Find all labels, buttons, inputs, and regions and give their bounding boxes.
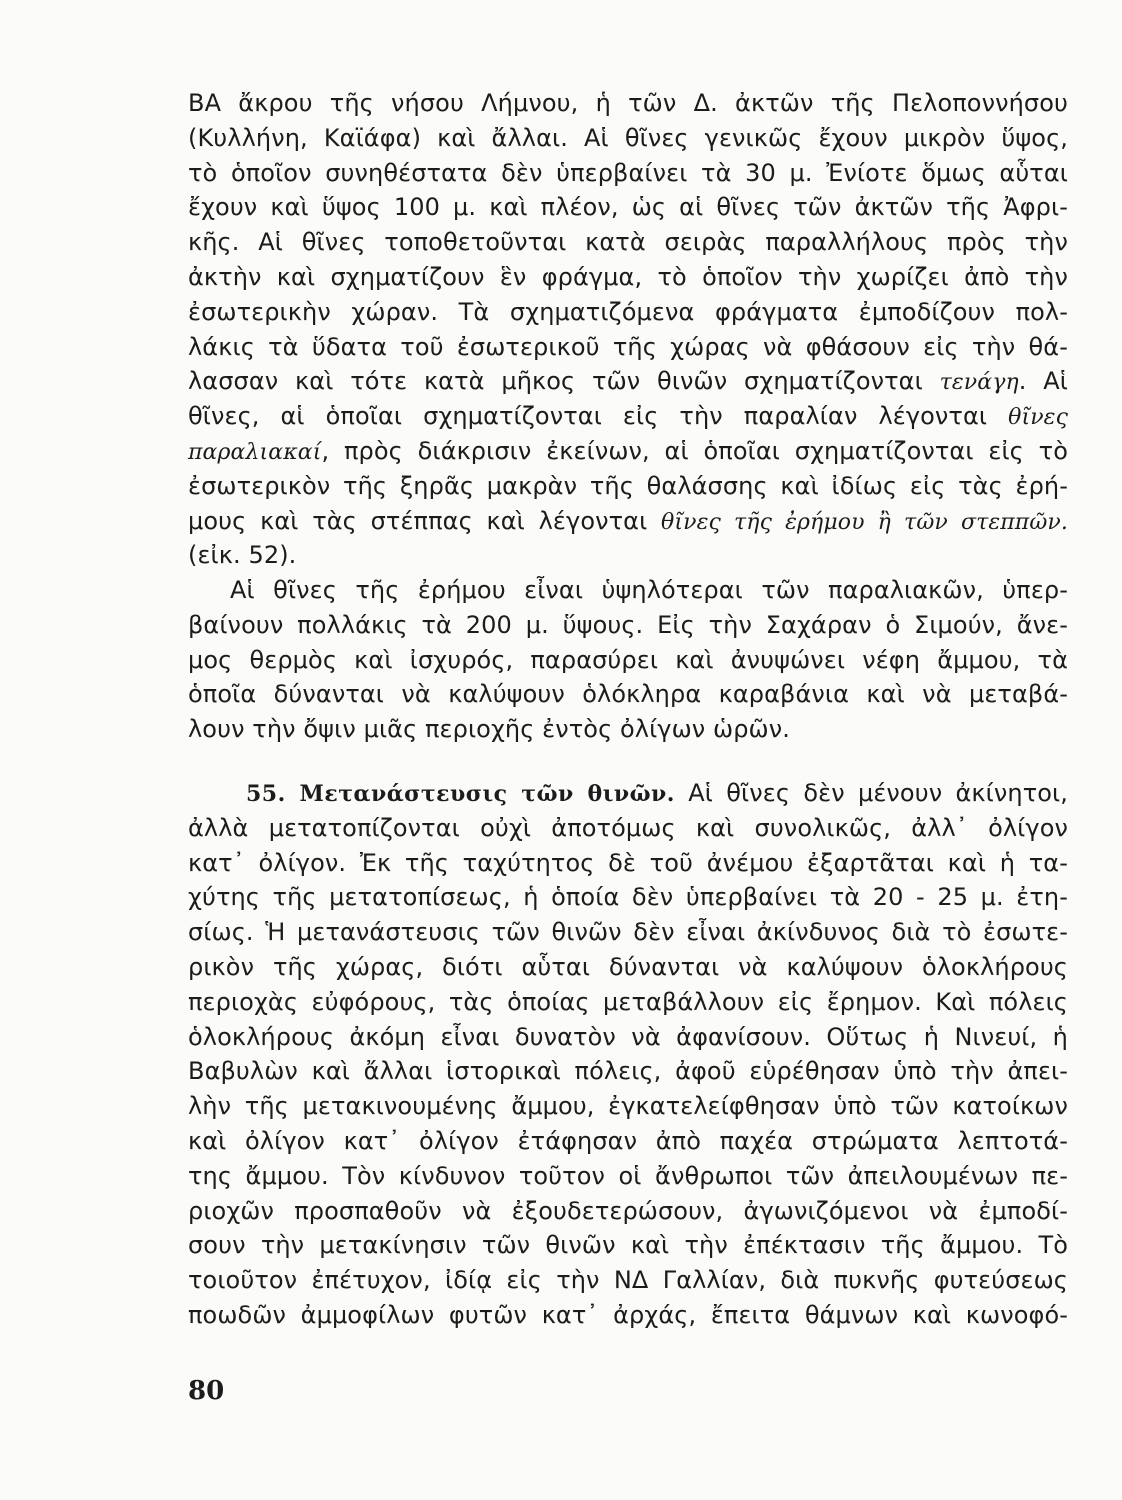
text-line: λάκις τὰ ὕδατα τοῦ ἐσωτερικοῦ τῆς χώρας νὰ φθάσουν εἰς τὴν θά- bbox=[188, 332, 1068, 361]
text-segment: , πρὸς διάκρισιν ἐκείνων, αἱ ὁποῖαι σχηματίζονται εἰς τὸ bbox=[321, 436, 1068, 465]
text-line: τοιοῦτον ἐπέτυχον, ἰδίᾳ εἰς τὴν ΝΔ Γαλλίαν, διὰ πυκνῆς φυτεύσεως bbox=[188, 1266, 1068, 1295]
text-line bbox=[188, 434, 1068, 469]
text-line: (εἰκ. 52). bbox=[188, 541, 297, 570]
text-segment: Αἱ θῖνες δὲν μένουν ἀκίνητοι, bbox=[674, 779, 1068, 807]
text-line: χύτης τῆς μετατοπίσεως, ἡ ὁποία δὲν ὑπερβαίνει τὰ 20 - 25 μ. ἐτη- bbox=[188, 883, 1068, 912]
text-line: βαίνουν πολλάκις τὰ 200 μ. ὕψους. Εἰς τὴν Σαχάραν ὁ Σιμούν, ἄνε- bbox=[188, 610, 1068, 639]
text-line: λὴν τῆς μετακινουμένης ἄμμου, ἐγκατελείφθησαν ὑπὸ τῶν κατοίκων bbox=[188, 1092, 1068, 1121]
text-line: τὸ ὁποῖον συνηθέστατα δὲν ὑπερβαίνει τὰ 30 μ. Ἐνίοτε ὅμως αὗται bbox=[188, 158, 1068, 187]
paragraph-dune-migration bbox=[188, 776, 1068, 1333]
italic-term: παραλιακαί bbox=[188, 439, 322, 465]
text-line: περιοχὰς εὐφόρους, τὰς ὁποίας μεταβάλλουν εἰς ἔρημον. Καὶ πόλεις bbox=[188, 987, 1068, 1016]
text-line: ἔχουν καὶ ὕψος 100 μ. καὶ πλέον, ὡς αἱ θῖνες τῶν ἀκτῶν τῆς Ἀφρι- bbox=[188, 193, 1068, 222]
italic-term: θῖνες bbox=[1008, 405, 1068, 431]
text-line: ἀκτὴν καὶ σχηματίζουν ἓν φράγμα, τὸ ὁποῖον τὴν χωρίζει ἀπὸ τὴν bbox=[188, 262, 1068, 291]
text-segment: λασσαν καὶ τότε κατὰ μῆκος τῶν θινῶν σχηματίζονται bbox=[188, 367, 940, 396]
text-line bbox=[188, 364, 1068, 399]
text-line: Αἱ θῖνες τῆς ἐρήμου εἶναι ὑψηλότεραι τῶν παραλιακῶν, ὑπερ- bbox=[230, 576, 1068, 604]
text-line: καὶ ὀλίγον κατ᾽ ὀλίγον ἐτάφησαν ἀπὸ παχέα στρώματα λεπτοτά- bbox=[188, 1126, 1068, 1155]
text-line bbox=[188, 776, 1068, 811]
text-segment: μους καὶ τὰς στέππας καὶ λέγονται bbox=[188, 506, 662, 535]
text-segment: . Αἱ bbox=[1018, 367, 1068, 396]
text-line: σουν τὴν μετακίνησιν τῶν θινῶν καὶ τὴν ἐπέκτασιν τῆς ἄμμου. Τὸ bbox=[188, 1231, 1068, 1260]
text-line: ἐσωτερικὴν χώραν. Τὰ σχηματιζόμενα φράγματα ἐμποδίζουν πολ- bbox=[188, 297, 1068, 326]
text-line: ποωδῶν ἀμμοφίλων φυτῶν κατ᾽ ἀρχάς, ἔπειτα θάμνων καὶ κωνοφό- bbox=[188, 1300, 1068, 1329]
text-line: κατ᾽ ὀλίγον. Ἐκ τῆς ταχύτητος δὲ τοῦ ἀνέμου ἐξαρτᾶται καὶ ἡ τα- bbox=[188, 848, 1068, 877]
text-line: ριοχῶν προσπαθοῦν νὰ ἐξουδετερώσουν, ἀγωνιζόμενοι νὰ ἐμποδί- bbox=[188, 1196, 1068, 1225]
page-number: 80 bbox=[188, 1376, 225, 1406]
text-line: ὁλοκλήρους ἀκόμη εἶναι δυνατὸν νὰ ἀφανίσουν. Οὕτως ἡ Νινευί, ἡ bbox=[188, 1022, 1068, 1051]
text-line: λουν τὴν ὄψιν μιᾶς περιοχῆς ἐντὸς ὀλίγων ὡρῶν. bbox=[188, 715, 790, 744]
text-line: ἀλλὰ μετατοπίζονται οὐχὶ ἀποτόμως καὶ συνολικῶς, ἀλλ᾽ ὀλίγον bbox=[188, 813, 1068, 842]
text-line: Βαβυλὼν καὶ ἄλλαι ἱστορικαὶ πόλεις, ἀφοῦ εὑρέθησαν ὑπὸ τὴν ἀπει- bbox=[188, 1057, 1068, 1086]
text-line: μος θερμὸς καὶ ἰσχυρός, παρασύρει καὶ ἀνυψώνει νέφη ἄμμου, τὰ bbox=[188, 645, 1068, 674]
italic-term: τενάγη bbox=[939, 370, 1019, 396]
text-segment: θῖνες, αἱ ὁποῖαι σχηματίζονται εἰς τὴν παραλίαν λέγονται bbox=[188, 402, 1009, 431]
text-line: ἐσωτερικὸν τῆς ξηρᾶς μακρὰν τῆς θαλάσσης καὶ ἰδίως εἰς τὰς ἐρή- bbox=[188, 471, 1068, 500]
paragraph-dunes-coastal bbox=[188, 86, 1068, 573]
text-line: ρικὸν τῆς χώρας, διότι αὗται δύνανται νὰ καλύψουν ὁλοκλήρους bbox=[188, 952, 1068, 981]
text-line: σίως. Ἡ μετανάστευσις τῶν θινῶν δὲν εἶναι ἀκίνδυνος διὰ τὸ ἐσωτε- bbox=[188, 918, 1068, 947]
text-line: ὁποῖα δύνανται νὰ καλύψουν ὁλόκληρα καραβάνια καὶ νὰ μεταβά- bbox=[188, 680, 1068, 709]
text-line bbox=[188, 504, 1068, 539]
paragraph-desert-dunes bbox=[188, 573, 1068, 747]
text-line: ΒΑ ἄκρου τῆς νήσου Λήμνου, ἡ τῶν Δ. ἀκτῶν τῆς Πελοποννήσου bbox=[188, 89, 1068, 117]
section-heading: 55. Μετανάστευσις τῶν θινῶν. bbox=[246, 781, 675, 807]
italic-term: θῖνες τῆς ἐρήμου ἢ τῶν στεππῶν. bbox=[661, 509, 1068, 535]
text-line: κῆς. Αἱ θῖνες τοποθετοῦνται κατὰ σειρὰς παραλλήλους πρὸς τὴν bbox=[188, 228, 1068, 257]
text-line bbox=[188, 399, 1068, 434]
text-line: της ἄμμου. Τὸν κίνδυνον τοῦτον οἱ ἄνθρωποι τῶν ἀπειλουμένων πε- bbox=[188, 1161, 1068, 1190]
text-line: (Κυλλήνη, Καϊάφα) καὶ ἄλλαι. Αἱ θῖνες γενικῶς ἔχουν μικρὸν ὕψος, bbox=[188, 123, 1068, 152]
